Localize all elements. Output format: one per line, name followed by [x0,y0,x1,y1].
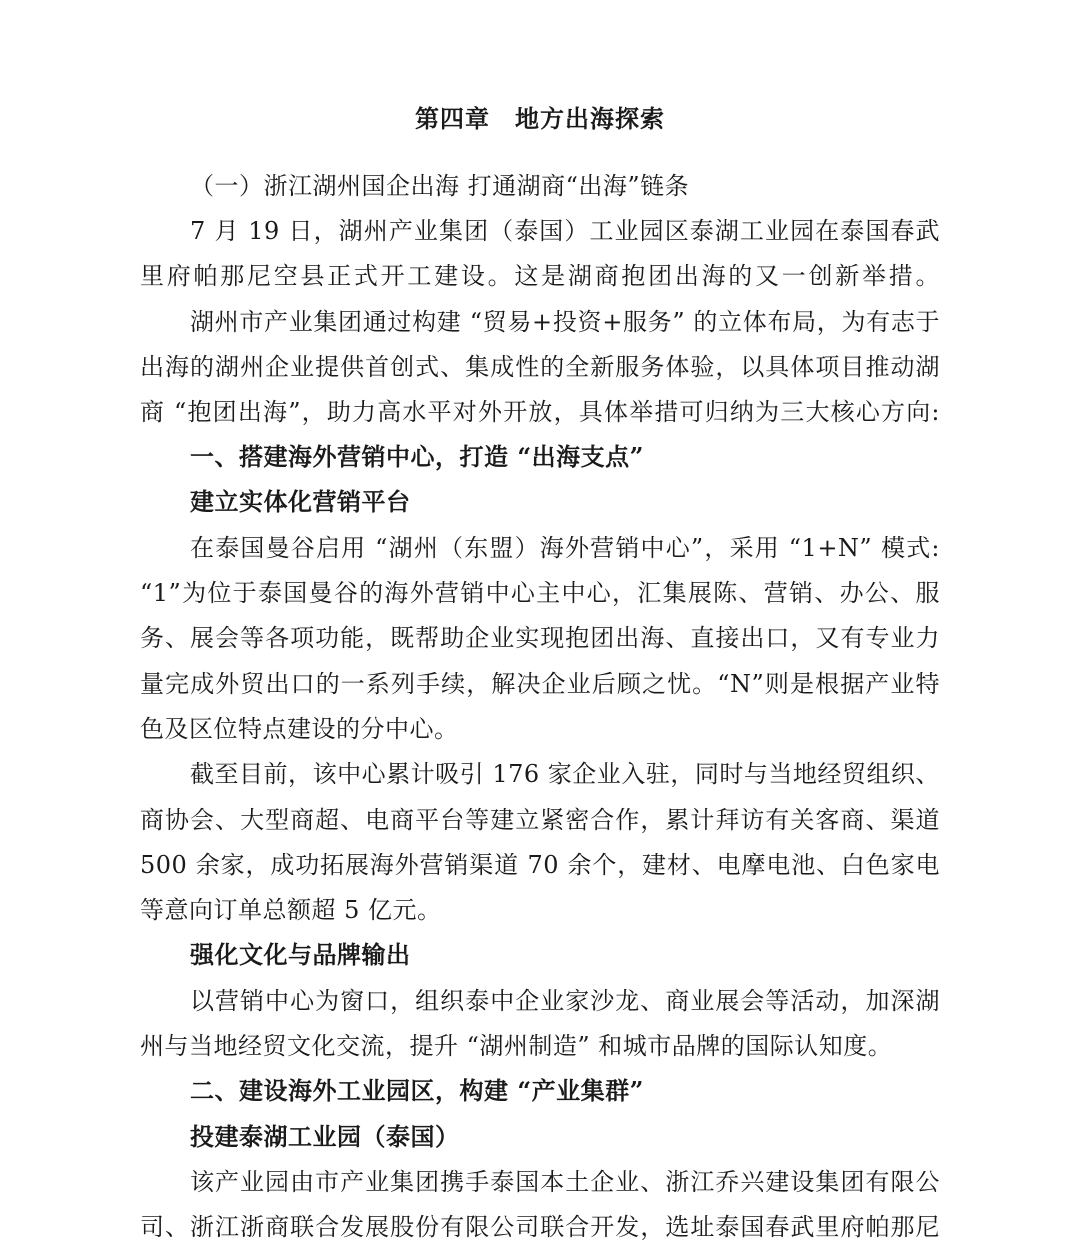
paragraph-line: 司、浙江浙商联合发展股份有限公司联合开发，选址泰国春武里府帕那尼 [140,1213,940,1241]
paragraph-line: 湖州市产业集团通过构建 “贸易+投资+服务” 的立体布局，为有志于 [190,308,940,336]
section-heading: （一）浙江湖州国企出海 打通湖商“出海”链条 [190,172,690,200]
paragraph-line: 500 余家，成功拓展海外营销渠道 70 余个，建材、电摩电池、白色家电 [140,851,940,879]
paragraph-line: “1”为位于泰国曼谷的海外营销中心主中心，汇集展陈、营销、办公、服 [140,579,940,607]
paragraph-line: 7 月 19 日，湖州产业集团（泰国）工业园区泰湖工业园在泰国春武 [190,217,940,245]
subheading: 强化文化与品牌输出 [190,940,411,969]
paragraph-line: 等意向订单总额超 5 亿元。 [140,896,442,924]
subheading: 二、建设海外工业园区，构建 “产业集群” [190,1076,644,1105]
paragraph-line: 色及区位特点建设的分中心。 [140,715,459,743]
paragraph-line: 截至目前，该中心累计吸引 176 家企业入驻，同时与当地经贸组织、 [190,760,940,788]
paragraph-line: 商 “抱团出海”，助力高水平对外开放，具体举措可归纳为三大核心方向: [140,398,940,426]
paragraph-line: 以营销中心为窗口，组织泰中企业家沙龙、商业展会等活动，加深湖 [190,987,940,1015]
paragraph-line: 商协会、大型商超、电商平台等建立紧密合作，累计拜访有关客商、渠道 [140,806,940,834]
paragraph-line: 州与当地经贸文化交流，提升 “湖州制造” 和城市品牌的国际认知度。 [140,1032,893,1060]
subheading: 建立实体化营销平台 [190,487,411,516]
subheading: 一、搭建海外营销中心，打造 “出海支点” [190,442,644,471]
paragraph-line: 务、展会等各项功能，既帮助企业实现抱团出海、直接出口，又有专业力 [140,624,940,652]
paragraph-line: 在泰国曼谷启用 “湖州（东盟）海外营销中心”，采用 “1+N” 模式: [190,534,940,562]
paragraph-line: 出海的湖州企业提供首创式、集成性的全新服务体验，以具体项目推动湖 [140,353,940,381]
subheading: 投建泰湖工业园（泰国） [190,1122,460,1151]
paragraph-line: 该产业园由市产业集团携手泰国本土企业、浙江乔兴建设集团有限公 [190,1168,940,1196]
chapter-title: 第四章 地方出海探索 [415,104,665,133]
paragraph-line: 量完成外贸出口的一系列手续，解决企业后顾之忧。“N”则是根据产业特 [140,670,940,698]
paragraph-line: 里府帕那尼空县正式开工建设。这是湖商抱团出海的又一创新举措。 [140,262,940,290]
